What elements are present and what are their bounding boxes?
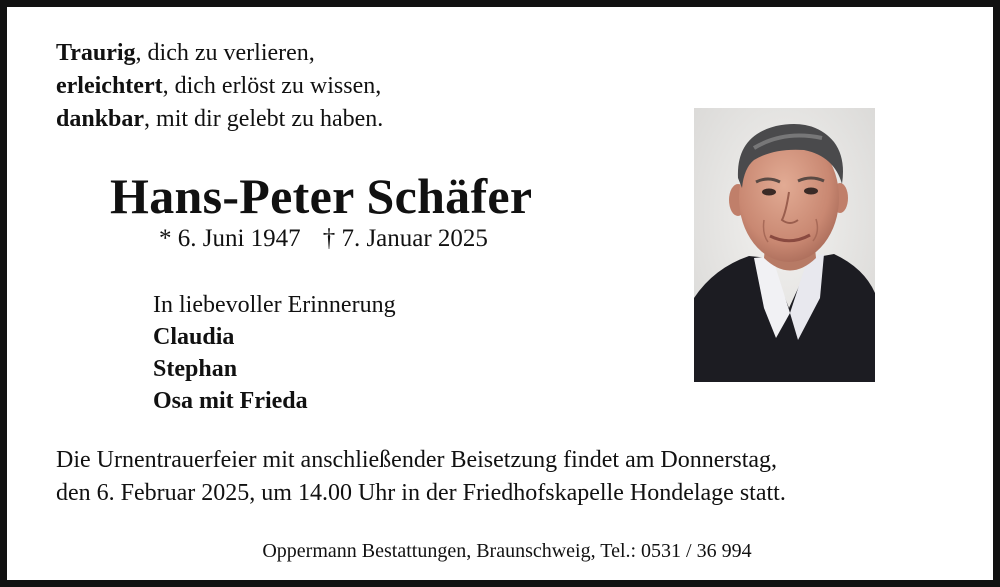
verse-line-1: Traurig, dich zu verlieren, — [56, 40, 315, 66]
memory-block — [153, 289, 396, 417]
mourner-name: Claudia — [153, 324, 235, 350]
service-info — [56, 444, 786, 510]
verse-line-2: erleichtert, dich erlöst zu wissen, — [56, 73, 382, 99]
mourner-name: Stephan — [153, 356, 238, 382]
undertaker-info: Oppermann Bestattungen, Braunschweig, Tel.: 0531 / 36 994 — [262, 540, 752, 562]
mourner-name: Osa mit Frieda — [153, 388, 308, 414]
service-line-2: den 6. Februar 2025, um 14.00 Uhr in der Friedhofskapelle Hondelage statt. — [56, 480, 786, 506]
life-dates — [159, 225, 488, 253]
verse — [56, 37, 383, 136]
death-date: † 7. Januar 2025 — [322, 225, 488, 252]
portrait-illustration — [694, 108, 875, 382]
portrait-photo — [694, 108, 875, 382]
verse-line-3: dankbar, mit dir gelebt zu haben. — [56, 106, 384, 132]
birth-date: * 6. Juni 1947 — [159, 225, 301, 252]
service-line-1: Die Urnentrauerfeier mit anschließender Beisetzung findet am Donnerstag, — [56, 447, 778, 473]
memory-intro: In liebevoller Erinnerung — [153, 292, 396, 318]
deceased-name: Hans-Peter Schäfer — [110, 168, 533, 224]
